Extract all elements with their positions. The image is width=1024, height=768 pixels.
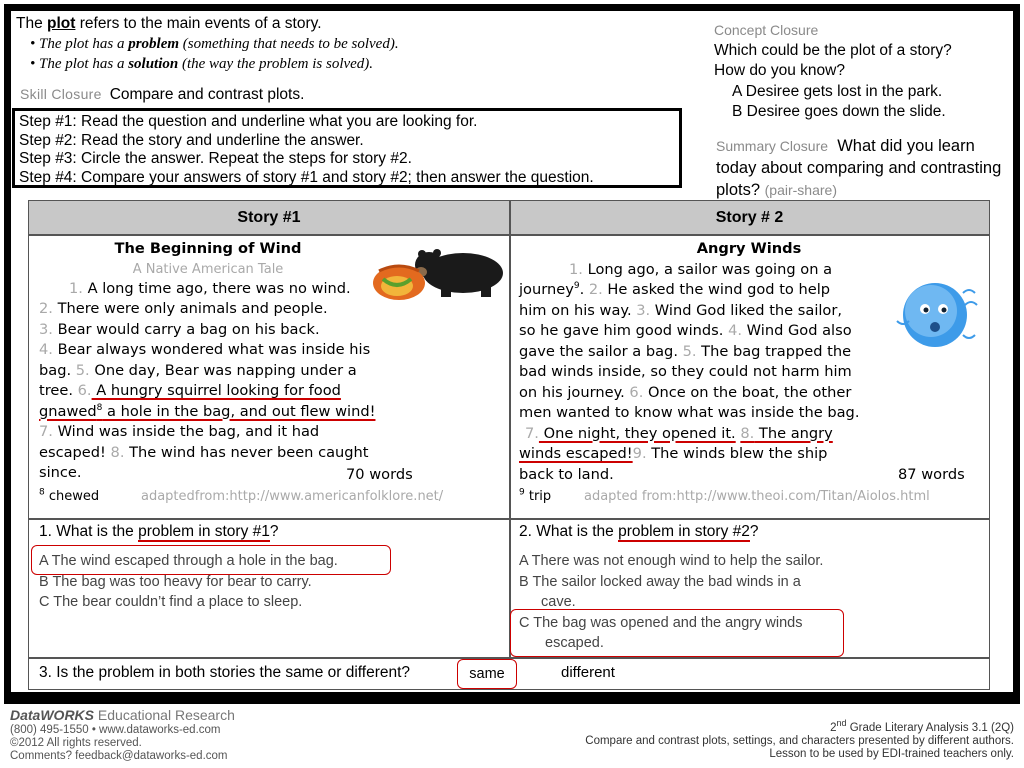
story1-footnote: $^8$ chewed [39, 487, 100, 504]
story1-word-count: 70 words [346, 466, 413, 483]
q1-option-c[interactable]: C The bear couldn’t find a place to sleep. [39, 594, 303, 610]
story1-text: The Beginning of Wind A Native American Tale 1. A long time ago, there was no wind. 2. There were only animals and people. 3. Bear would carry a bag on his back. 4. Bear always wondered what was inside his bag. 5. One day, Bear was napping under a tree. 6. A hungry squirrel looking for food gnawed$^8$ a hole in the bag, and out flew wind! 7. Wind was inside the bag, and it had escaped! 8. The wind has never been caught since. [39, 239, 509, 484]
story2-footnote: $^9$ trip [519, 487, 552, 504]
summary-closure-tag: Summary Closure [716, 138, 829, 154]
step-1: Step #1: Read the question and underline what you are looking for. [19, 113, 478, 130]
story1-header: Story #1 [29, 201, 509, 234]
q2-answer-circle [510, 609, 844, 657]
q1-option-b[interactable]: B The bag was too heavy for bear to carry. [39, 573, 312, 590]
story2-text: Angry Winds 1. Long ago, a sailor was going on a journey$^9$. 2. He asked the wind god to help him on his way. 3. Wind God liked the sailor, so he gave him good winds. 4. Wind God also gave the sailor a bag. 5. The bag trapped the bad winds inside, so they could not harm him on his journey. 6. Once on the boat, the other men wanted to know what was inside the bag. 7. One night, they opened it. 8. The angry winds escaped!9. The winds blew the ship back to land. [519, 239, 989, 485]
question-3: 3. Is the problem in both stories the same or different? [39, 664, 411, 681]
story1-problem-underline: A hungry squirrel looking for food [91, 382, 341, 399]
q3-option-same[interactable]: same [457, 659, 517, 689]
q1-answer-circle [31, 545, 391, 575]
summary-question: What did you learn today about comparing and contrasting plots? [716, 137, 1002, 199]
question-1-underline: problem in story #1 [138, 523, 270, 540]
concept-closure-tag: Concept Closure [714, 22, 819, 38]
story2-word-count: 87 words [898, 466, 965, 483]
question-2: 2. What is the problem in story #2? [519, 523, 759, 540]
question-2-underline: problem in story #2 [618, 523, 750, 540]
story2-title: Angry Winds [696, 240, 802, 257]
bear-with-backpack-icon [371, 239, 511, 305]
story2-problem-underline: One night, they opened it. [538, 424, 736, 442]
story2-header: Story # 2 [510, 201, 989, 234]
footer-contact [10, 724, 228, 763]
concept-question-2: How do you know? [714, 62, 845, 79]
skill-closure-text: Compare and contrast plots. [109, 86, 305, 103]
story1-title: The Beginning of Wind [114, 240, 302, 257]
story2-problem-underline-2: winds escaped! [519, 445, 633, 462]
q2-option-a[interactable]: A There was not enough wind to help the sailor. [519, 553, 824, 569]
question-1: 1. What is the problem in story #1? [39, 523, 279, 540]
step-4: Step #4: Compare your answers of story #1 and story #2; then answer the question. [19, 168, 594, 186]
concept-closure [714, 20, 1014, 123]
footer-standard: Compare and contrast plots, settings, and characters presented by different authors. [585, 735, 1014, 747]
dataworks-logo: DataWORKS Educational Research [10, 707, 235, 723]
q3-option-different[interactable]: different [561, 664, 615, 681]
plot-keyword: plot [47, 15, 76, 32]
q2-option-b[interactable]: B The sailor locked away the bad winds in a [519, 573, 801, 590]
footer-phone: (800) 495-1550 • www.dataworks-ed.com [10, 724, 221, 736]
q2-option-c-2: escaped. [545, 635, 604, 651]
footer-feedback: Comments? feedback@dataworks-ed.com [10, 750, 228, 762]
footer-lesson-info: 2nd Grade Literary Analysis 3.1 (2Q) Compare and contrast plots, settings, and characters presented by different authors. Lesson to be used by EDI-trained teachers only. [585, 718, 1014, 760]
skill-closure [20, 86, 304, 104]
steps-box [12, 108, 682, 188]
wind-face-icon [895, 275, 979, 351]
concept-option-a: A Desiree gets lost in the park. [732, 82, 943, 100]
concept-option-b: B Desiree goes down the slide. [732, 103, 946, 120]
story1-subtitle: A Native American Tale [132, 261, 284, 277]
step-3: Step #3: Circle the answer. Repeat the steps for story #2. [19, 150, 412, 167]
stories-table [28, 200, 990, 690]
story1-problem-underline-2: gnawed$^8$ a hole in the bag, and out flew wind! [39, 402, 376, 420]
concept-question: Which could be the plot of a story? [714, 41, 952, 59]
story2-source: adapted from:http://www.theoi.com/Titan/Aiolos.html [584, 489, 930, 504]
skill-closure-tag: Skill Closure [20, 86, 102, 102]
footer-copyright: ©2012 All rights reserved. [10, 737, 142, 749]
intro-text: refers to the main events of a story. [75, 15, 322, 32]
footer-usage-note: Lesson to be used by EDI-trained teachers only. [769, 748, 1014, 760]
bullet-problem: • The plot has a problem (something that needs to be solved). [30, 36, 399, 52]
q1-option-a[interactable]: A The wind escaped through a hole in the bag. [39, 553, 338, 569]
q2-option-b-2: cave. [541, 594, 576, 610]
step-2: Step #2: Read the story and underline the answer. [19, 131, 364, 149]
plot-definition [16, 14, 399, 74]
bullet-solution: • The plot has a solution (the way the problem is solved). [30, 56, 374, 72]
summary-closure [716, 135, 1016, 201]
story1-source: adaptedfrom:http://www.americanfolklore.net/ [141, 489, 444, 504]
pair-share-tag: (pair-share) [764, 182, 837, 198]
intro-text: The [16, 15, 48, 32]
q2-option-c[interactable]: C The bag was opened and the angry winds [519, 614, 803, 631]
